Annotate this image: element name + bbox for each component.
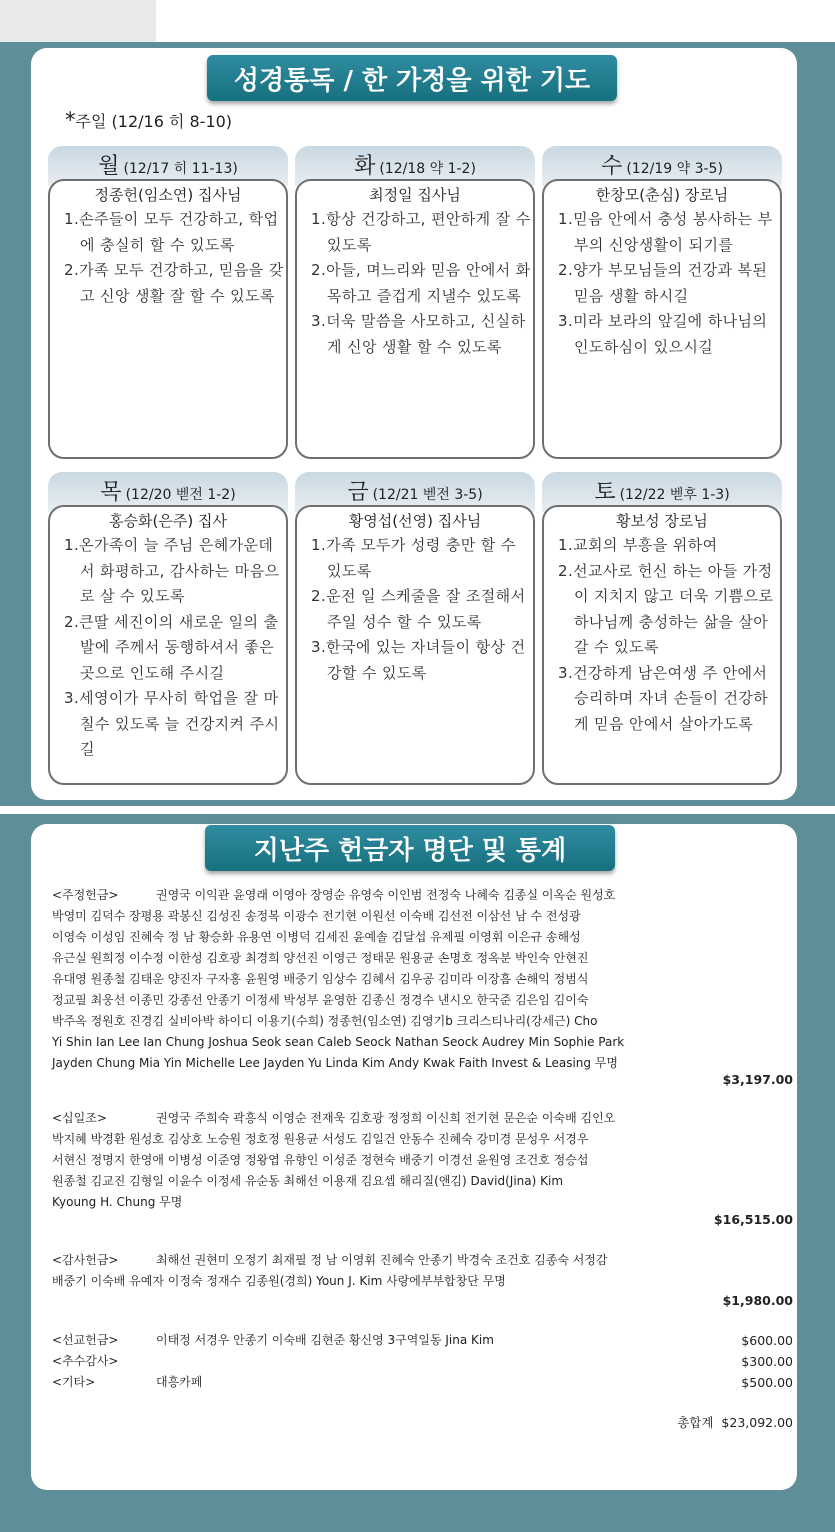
prayer-person: 황보성 장로님 <box>616 512 708 530</box>
name-line: Yi Shin Ian Lee Ian Chung Joshua Seok sean Caleb Seock Nathan Seock Audrey Min Sophie Park <box>52 1035 625 1049</box>
day-card-sat <box>542 472 782 784</box>
prayer-item: 3.세영이가 무사히 학업을 잘 마칠수 있도록 늘 건강지켜 주시길 <box>64 689 280 758</box>
name-line: 박주옥 정원호 진경김 실비아박 하이디 이용기(수희) 정종헌(임소연) 김영기b 크리스티나리(강세근) Cho <box>52 1014 598 1028</box>
day-card-fri <box>295 472 535 784</box>
day-ref: (12/18 약 1-2) <box>379 161 476 177</box>
day-ref: (12/21 벧전 3-5) <box>372 487 483 503</box>
prayer-item: 1.손주들이 모두 건강하고, 학업에 충실히 할 수 있도록 <box>64 210 279 254</box>
thanks-group <box>52 1250 792 1292</box>
day-ref: (12/22 벧후 1-3) <box>619 487 730 503</box>
name-line: Jayden Chung Mia Yin Michelle Lee Jayden Yu Linda Kim Andy Kwak Faith Invest & Leasing 무명 <box>52 1056 619 1070</box>
mission-row <box>52 1330 792 1351</box>
name-line: Kyoung H. Chung 무명 <box>52 1195 183 1209</box>
name-line: 이태정 서경우 안종기 이숙배 김현준 황신영 3구역일동 Jina Kim <box>156 1333 494 1347</box>
prayer-item: 1.가족 모두가 성령 충만 할 수 있도록 <box>311 536 516 580</box>
offering-label: <주정헌금> <box>52 888 119 902</box>
offering-section-title: 지난주 헌금자 명단 및 통계 <box>205 825 615 871</box>
prayer-item: 3.한국에 있는 자녀들이 항상 건강할 수 있도록 <box>311 638 526 682</box>
day-card-mon <box>48 146 288 458</box>
day-name: 목 <box>100 480 122 505</box>
prayer-list <box>64 207 286 309</box>
name-line: 대흥카페 <box>156 1375 203 1389</box>
sunday-ref: (12/16 히 8-10) <box>111 112 233 131</box>
name-line: 최해선 권현미 오정기 최재필 정 남 이영휘 진혜숙 안종기 박경숙 조건호 김종숙 서정감 <box>156 1253 608 1267</box>
sunday-label: 주일 <box>75 112 107 131</box>
day-name: 수 <box>601 154 623 179</box>
day-name: 화 <box>354 154 376 179</box>
grand-total-label: 총합계 <box>677 1415 714 1430</box>
name-line: 박영미 김덕수 장평용 곽봉신 김성진 송정복 이광수 전기현 이원선 이숙배 김선전 이삼선 남 수 전성광 <box>52 909 581 923</box>
prayer-list <box>558 207 780 360</box>
name-line: 유근실 원희정 이수정 이한성 김호광 최경희 양선진 이영근 정태문 원용균 손명호 정옥분 박인숙 안현진 <box>52 951 589 965</box>
tenth-total: $16,515.00 <box>713 1212 793 1227</box>
day-ref: (12/20 벧전 1-2) <box>125 487 236 503</box>
name-line: 권영국 이익관 윤영래 이영아 장영순 유영숙 이인범 전정숙 나혜숙 김종실 이옥순 원성호 <box>156 888 616 902</box>
day-name: 금 <box>347 480 369 505</box>
prayer-item: 2.가족 모두 건강하고, 믿음을 갖고 신앙 생활 잘 할 수 있도록 <box>64 261 284 305</box>
top-left-strip <box>0 0 156 42</box>
other-amount: $500.00 <box>741 1375 793 1390</box>
prayer-item: 2.선교사로 헌신 하는 아들 가정이 지치지 않고 더욱 기쁨으로 하나님께 충성하는 삶을 살아갈 수 있도록 <box>558 561 774 656</box>
star-icon: * <box>65 108 76 132</box>
harvest-amount: $300.00 <box>741 1354 793 1369</box>
day-ref: (12/17 히 11-13) <box>123 161 238 177</box>
prayer-item: 2.운전 일 스케줄을 잘 조절해서 주일 성수 할 수 있도록 <box>311 587 526 631</box>
prayer-list <box>558 533 780 737</box>
thanks-total: $1,980.00 <box>722 1293 793 1308</box>
name-line: 서현신 정명지 한영애 이병성 이준영 정왕엽 유향인 이성준 정현숙 배중기 이경선 윤원영 조건호 정승섭 <box>52 1153 589 1167</box>
prayer-item: 2.양가 부모님들의 건강과 복된 믿음 생활 하시길 <box>558 261 768 305</box>
prayer-person: 황영섭(선영) 집사님 <box>348 512 482 530</box>
offering-label: <기타> <box>52 1375 96 1389</box>
prayer-list <box>64 533 286 763</box>
tenth-group <box>52 1108 792 1213</box>
prayer-item: 3.더욱 말씀을 사모하고, 신실하게 신앙 생활 할 수 있도록 <box>311 312 526 356</box>
day-ref: (12/19 약 3-5) <box>626 161 723 177</box>
prayer-list <box>311 533 533 686</box>
sunday-reading <box>65 108 232 132</box>
mission-amount: $600.00 <box>741 1333 793 1348</box>
name-line: 정교필 최웅선 이종민 강종선 안종기 이정세 박성부 윤영한 김종신 정경수 낸시오 한국준 김은임 김이숙 <box>52 993 589 1007</box>
prayer-item: 1.온가족이 늘 주님 은혜가운데서 화평하고, 감사하는 마음으로 살 수 있도록 <box>64 536 280 605</box>
prayer-item: 3.미라 보라의 앞길에 하나님의 인도하심이 있으시길 <box>558 312 768 356</box>
grand-total-value: $23,092.00 <box>721 1415 793 1430</box>
offering-label: <선교헌금> <box>52 1333 119 1347</box>
prayer-section-title: 성경통독 / 한 가정을 위한 기도 <box>207 55 617 101</box>
prayer-item: 1.항상 건강하고, 편안하게 잘 수 있도록 <box>311 210 531 254</box>
name-line: 이영숙 이성임 진혜숙 정 남 황승화 유용연 이병덕 김세진 윤예솔 김달섭 유제필 이영휘 이은규 송해성 <box>52 930 581 944</box>
name-line: 유대영 원종철 김태운 양진자 구자홍 윤원영 배중기 임상수 김혜서 김우공 김미라 이장흠 손해익 정범식 <box>52 972 589 986</box>
name-line: 권영국 주희숙 곽흥식 이영순 전재욱 김호광 정정희 이신희 전기현 문은순 이숙배 김인오 <box>156 1111 616 1125</box>
offering-label: <추수감사> <box>52 1354 119 1368</box>
offering-label: <감사헌금> <box>52 1253 119 1267</box>
other-row <box>52 1372 792 1393</box>
prayer-person: 정종헌(임소연) 집사님 <box>94 186 242 204</box>
prayer-list <box>311 207 533 360</box>
name-line: 박지혜 박경환 원성호 김상호 노승원 정호정 원용균 서성도 김일건 안동수 진혜숙 강미경 문성우 서경우 <box>52 1132 589 1146</box>
prayer-item: 1.믿음 안에서 충성 봉사하는 부부의 신앙생활이 되기를 <box>558 210 773 254</box>
offering-label: <십일조> <box>52 1111 107 1125</box>
prayer-person: 최정일 집사님 <box>369 186 461 204</box>
prayer-item: 3.건강하게 남은여생 주 안에서 승리하며 자녀 손들이 건강하게 믿음 안에서 살아가도록 <box>558 663 769 733</box>
prayer-item: 2.아들, 며느리와 믿음 안에서 화목하고 즐겁게 지낼수 있도록 <box>311 261 531 305</box>
name-line: 원종철 김교진 김형일 이윤수 이정세 유순동 최해선 이용재 김요셉 해리질(앤김) David(Jina) Kim <box>52 1174 564 1188</box>
name-line: 배중기 이숙배 유예자 이정숙 정재수 김종원(경희) Youn J. Kim 사랑에부부합창단 무명 <box>52 1274 506 1288</box>
prayer-item: 2.큰딸 세진이의 새로운 일의 출발에 주께서 동행하셔서 좋은 곳으로 인도해 주시길 <box>64 612 279 682</box>
tithe-group <box>52 885 792 1074</box>
day-card-wed <box>542 146 782 458</box>
grand-total <box>677 1413 793 1431</box>
day-card-thu <box>48 472 288 784</box>
harvest-row <box>52 1351 792 1372</box>
day-name: 월 <box>98 154 120 179</box>
prayer-item: 1.교회의 부흥을 위하여 <box>558 536 718 554</box>
day-card-tue <box>295 146 535 458</box>
prayer-person: 홍승화(은주) 집사 <box>109 512 227 530</box>
prayer-person: 한창모(춘심) 장로님 <box>595 186 729 204</box>
day-name: 토 <box>594 480 616 505</box>
tithe-total: $3,197.00 <box>722 1072 793 1087</box>
